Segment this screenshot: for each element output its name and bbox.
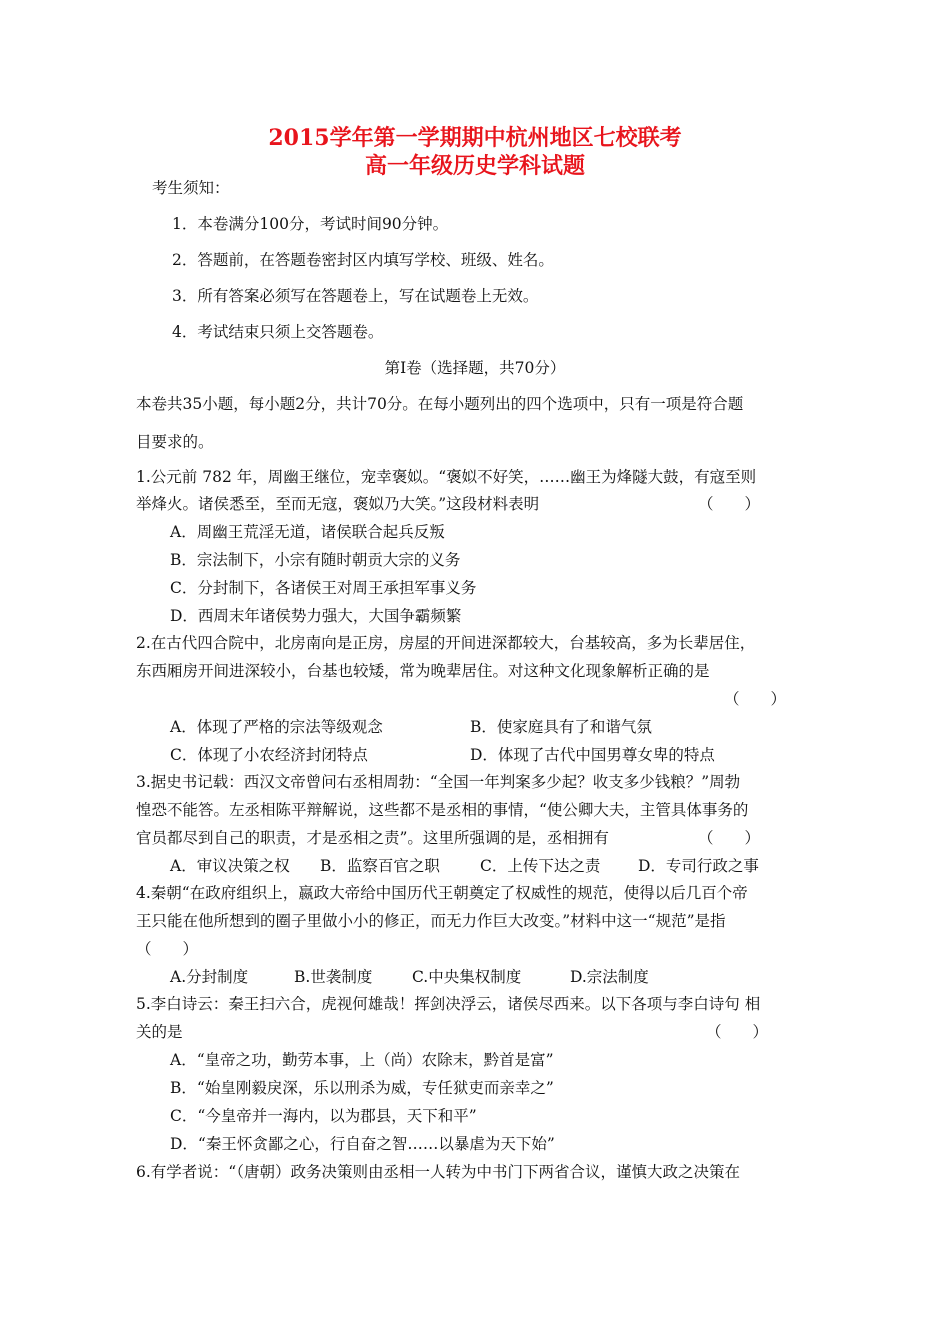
- question-2-stem-line-1: 2.在古代四合院中，北房南向是正房，房屋的开间进深都较大，台基较高，多为长辈居住，: [136, 634, 756, 652]
- question-4-stem-line-2: 王只能在他所想到的圈子里做小小的修正，而无力作巨大改变。”材料中这一“规范”是指: [136, 912, 726, 930]
- question-6-stem-line-1: 6.有学者说：“（唐朝）政务决策则由丞相一人转为中书门下两省合议，谨慎大政之决策在: [136, 1163, 740, 1181]
- question-5-stem-line-2: 关的是: [136, 1023, 183, 1041]
- question-5-option-d: D．“秦王怀贪鄙之心，行自奋之智……以暴虐为天下始”: [170, 1135, 555, 1153]
- question-4-stem-line-1: 4.秦朝“在政府组织上，嬴政大帝给中国历代王朝奠定了权威性的规范，使得以后几百个帝: [136, 884, 748, 902]
- question-2-option-c: C．体现了小农经济封闭特点: [170, 746, 368, 764]
- question-3-stem-line-1: 3.据史书记载：西汉文帝曾问右丞相周勃：“全国一年判案多少起？收支多少钱粮？”周勃: [136, 773, 741, 791]
- question-1-option-b: B．宗法制下，小宗有随时朝贡大宗的义务: [170, 551, 461, 569]
- question-3-stem-line-2: 惶恐不能答。左丞相陈平辩解说，这些都不是丞相的事情，“使公卿大夫，主管具体事务的: [136, 801, 749, 819]
- section-intro-line-1: 本卷共35小题，每小题2分，共计70分。在每小题列出的四个选项中，只有一项是符合题: [136, 395, 744, 413]
- question-1-option-a: A．周幽王荒淫无道，诸侯联合起兵反叛: [170, 523, 445, 541]
- question-5-answer-blank: （ ）: [706, 1023, 769, 1041]
- exam-subtitle: 高一年级历史学科试题: [364, 153, 585, 179]
- question-3-answer-blank: （ ）: [698, 829, 761, 847]
- notice-item-1: 1．本卷满分100分，考试时间90分钟。: [172, 215, 449, 233]
- question-2-option-b: B．使家庭具有了和谐气氛: [470, 718, 652, 736]
- question-1-option-c: C．分封制下，各诸侯王对周王承担军事义务: [170, 579, 477, 597]
- notice-item-2: 2．答题前，在答题卷密封区内填写学校、班级、姓名。: [172, 251, 554, 269]
- question-5-option-c: C．“今皇帝并一海内，以为郡县，天下和平”: [170, 1107, 477, 1125]
- notice-item-3: 3．所有答案必须写在答题卷上，写在试题卷上无效。: [172, 287, 539, 305]
- question-4-option-a: A.分封制度: [170, 968, 249, 986]
- question-2-option-a: A．体现了严格的宗法等级观念: [170, 718, 383, 736]
- question-4-option-b: B.世袭制度: [294, 968, 373, 986]
- question-4-option-d: D.宗法制度: [570, 968, 649, 986]
- question-1-stem-line-2: 举烽火。诸侯悉至，至而无寇，褒姒乃大笑。”这段材料表明: [136, 495, 540, 513]
- question-1-answer-blank: （ ）: [698, 495, 761, 513]
- question-3-option-a: A．审议决策之权: [170, 857, 290, 875]
- question-3-option-d: D．专司行政之事: [638, 857, 759, 875]
- question-1-option-d: D．西周末年诸侯势力强大，大国争霸频繁: [170, 607, 462, 625]
- question-1-stem-line-1: 1.公元前 782 年，周幽王继位，宠幸褒姒。“褒姒不好笑，……幽王为烽隧大鼓，有寇至则: [136, 468, 757, 486]
- question-5-stem-line-1: 5.李白诗云：秦王扫六合，虎视何雄哉！挥剑决浮云，诸侯尽西来。以下各项与李白诗句 相: [136, 995, 761, 1013]
- exam-title: 2015学年第一学期期中杭州地区七校联考: [268, 125, 682, 151]
- notice-item-4: 4．考试结束只须上交答题卷。: [172, 323, 384, 341]
- question-3-stem-line-3: 官员都尽到自己的职责，才是丞相之责”。这里所强调的是，丞相拥有: [136, 829, 609, 847]
- question-2-answer-blank: （ ）: [724, 690, 787, 708]
- question-5-option-b: B．“始皇刚毅戾深，乐以刑杀为威，专任狱吏而亲幸之”: [170, 1079, 554, 1097]
- question-2-option-d: D．体现了古代中国男尊女卑的特点: [470, 746, 715, 764]
- notice-heading: 考生须知：: [152, 179, 230, 197]
- question-3-option-b: B．监察百官之职: [320, 857, 440, 875]
- section-intro-line-2: 目要求的。: [136, 433, 214, 451]
- question-4-answer-blank: （ ）: [136, 940, 199, 958]
- section-heading: 第Ⅰ卷（选择题，共70分）: [384, 359, 566, 377]
- question-3-option-c: C．上传下达之责: [480, 857, 601, 875]
- question-5-option-a: A．“皇帝之功，勤劳本事，上（尚）农除末，黔首是富”: [170, 1051, 554, 1069]
- question-4-option-c: C.中央集权制度: [412, 968, 522, 986]
- question-2-stem-line-2: 东西厢房开间进深较小，台基也较矮，常为晚辈居住。对这种文化现象解析正确的是: [136, 662, 710, 680]
